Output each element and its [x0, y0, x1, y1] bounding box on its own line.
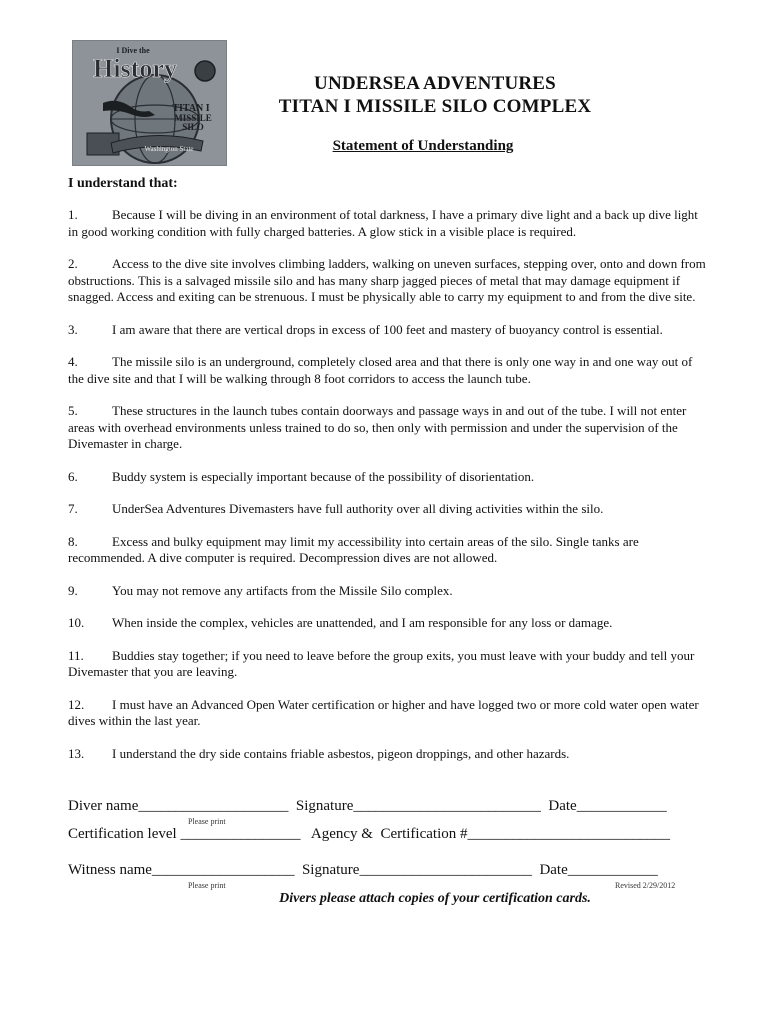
item-number: 5.	[68, 403, 78, 418]
list-item	[68, 534, 708, 567]
item-text: When inside the complex, vehicles are unattended, and I am responsible for any loss or damage.	[112, 615, 613, 630]
item-number: 10.	[68, 615, 85, 630]
logo-missile-text: MISSILE	[174, 113, 212, 123]
witness-signature-line[interactable]: Witness name___________________ Signature_______________________ Date____________	[68, 862, 658, 878]
item-number: 6.	[68, 468, 78, 484]
please-print-note: Please print	[188, 817, 226, 826]
logo-state-text: Washington State	[144, 145, 194, 153]
logo-silo-text: SILO	[182, 122, 204, 132]
list-item	[68, 648, 708, 681]
item-text: I must have an Advanced Open Water certification or higher and have logged two or more cold water open water dives within the last year.	[68, 696, 699, 728]
item-number: 7.	[68, 501, 78, 516]
list-item	[68, 354, 708, 387]
list-item	[68, 403, 708, 453]
item-number: 4.	[68, 354, 78, 369]
logo-history-text: History	[93, 54, 177, 83]
statement-list	[68, 207, 708, 778]
item-text: I understand the dry side contains friable asbestos, pigeon droppings, and other hazards.	[112, 745, 570, 761]
item-number: 1.	[68, 207, 78, 222]
item-text: These structures in the launch tubes contain doorways and passage ways in and out of the tube. I will not enter areas with overhead environments unless trained to do so, then only with permission and under the supervision of the Divemaster in charge.	[68, 403, 687, 451]
item-text: Buddies stay together; if you need to leave before the group exits, you must leave with your buddy and tell your Divemaster that you are leaving.	[68, 647, 695, 679]
list-item	[68, 697, 708, 730]
item-text: You may not remove any artifacts from the Missile Silo complex.	[112, 582, 453, 598]
item-number: 11.	[68, 647, 84, 663]
footer-note: Divers please attach copies of your certification cards.	[279, 891, 591, 906]
logo-titan-text: TITAN I	[172, 103, 210, 114]
list-item	[68, 322, 708, 339]
list-item	[68, 256, 708, 306]
item-text: Buddy system is especially important because of the possibility of disorientation.	[112, 468, 535, 484]
item-text: Because I will be diving in an environment of total darkness, I have a primary dive light and a back up dive light in good working condition with fully charged batteries. A glow stick in a visible place is required.	[68, 207, 698, 239]
list-item	[68, 469, 708, 486]
item-text: Access to the dive site involves climbing ladders, walking on uneven surfaces, stepping over, onto and down from obstructions. This is a salvaged missile silo and has many sharp jagged pieces of metal that may damage equipment if snagged. Access and exiting can be strenuous. I must be physically able to carry my equipment to and from the dive site.	[68, 256, 706, 304]
list-item	[68, 207, 708, 240]
item-number: 13.	[68, 745, 85, 761]
please-print-note: Please print	[188, 881, 226, 890]
item-number: 12.	[68, 696, 85, 712]
certification-line[interactable]: Certification level ________________ Agency & Certification #___________________________	[68, 826, 670, 842]
list-item	[68, 615, 708, 632]
item-text: UnderSea Adventures Divemasters have full authority over all diving activities within the silo.	[112, 501, 604, 516]
list-item	[68, 501, 708, 518]
item-text: I am aware that there are vertical drops in excess of 100 feet and mastery of buoyancy control is essential.	[112, 321, 663, 337]
document-title-line1: UNDERSEA ADVENTURES	[314, 73, 556, 94]
document-title-line2: TITAN I MISSILE SILO COMPLEX	[278, 96, 592, 117]
list-item	[68, 583, 708, 600]
item-number: 8.	[68, 533, 78, 549]
intro-heading: I understand that:	[68, 176, 178, 191]
list-item	[68, 746, 708, 763]
document-subtitle: Statement of Understanding	[332, 138, 514, 154]
item-number: 9.	[68, 582, 78, 598]
item-text: Excess and bulky equipment may limit my accessibility into certain areas of the silo. Single tanks are recommended. A dive computer is required. Decompression dives are not allowed.	[68, 533, 639, 565]
logo-top-text: I Dive the	[116, 46, 150, 55]
item-text: The missile silo is an underground, completely closed area and that there is only one way in and one way out of the dive site and that I will be walking through 8 foot corridors to access the launch tube.	[68, 354, 693, 386]
item-number: 2.	[68, 256, 78, 271]
diver-signature-line[interactable]: Diver name____________________ Signature_________________________ Date____________	[68, 798, 667, 814]
item-number: 3.	[68, 321, 78, 337]
revision-date: Revised 2/29/2012	[615, 881, 676, 890]
